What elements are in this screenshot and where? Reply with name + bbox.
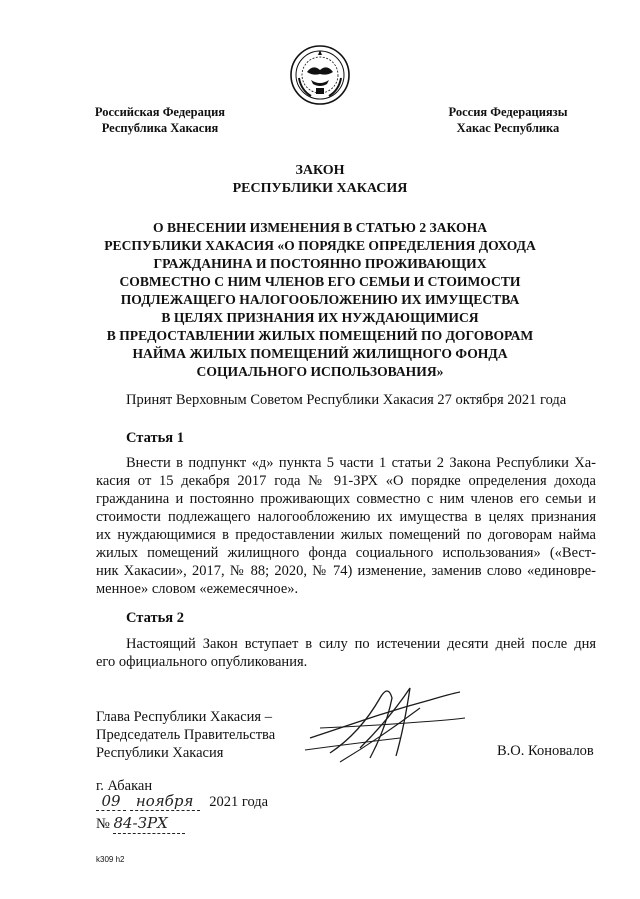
article1-line: гражданина и постоянно проживающих совместно с ним членов его семьи и xyxy=(96,491,596,507)
article2-text xyxy=(96,635,596,671)
article2-line: Настоящий Закон вступает в силу по истечении десяти дней после дня xyxy=(126,636,596,652)
long-title-line: НАЙМА ЖИЛЫХ ПОМЕЩЕНИЙ ЖИЛИЩНОГО ФОНДА xyxy=(132,346,508,361)
header-left-line1: Российская Федерация xyxy=(94,105,226,119)
city: г. Абакан xyxy=(96,778,153,794)
date-year: 2021 года xyxy=(209,794,269,810)
law-number-row xyxy=(96,813,185,834)
law-number: 84-ЗРХ xyxy=(113,813,185,834)
signatory-position xyxy=(96,708,275,762)
article1-line: жилых помещений жилищного фонда социального использования» («Вест- xyxy=(96,545,596,561)
long-title-line: ПОДЛЕЖАЩЕГО НАЛОГООБЛОЖЕНИЮ ИХ ИМУЩЕСТВА xyxy=(120,292,520,307)
header-left-line2: Республика Хакасия xyxy=(101,121,219,135)
law-republic: РЕСПУБЛИКИ ХАКАСИЯ xyxy=(232,181,408,196)
long-title-line: О ВНЕСЕНИИ ИЗМЕНЕНИЯ В СТАТЬЮ 2 ЗАКОНА xyxy=(152,220,488,235)
article1-line: их нуждающимися в предоставлении жилых помещений по договорам найма xyxy=(96,527,596,543)
header-right-line2: Хакас Республика xyxy=(456,121,560,135)
law-title: ЗАКОН xyxy=(295,163,345,178)
handwritten-signature-icon xyxy=(300,678,470,768)
header-left xyxy=(80,104,240,136)
law-long-title xyxy=(60,219,580,381)
long-title-line: В ЦЕЛЯХ ПРИЗНАНИЯ ИХ НУЖДАЮЩИМИСЯ xyxy=(161,310,479,325)
article1-line: менное» словом «ежемесячное». xyxy=(96,581,299,597)
date-day: 09 xyxy=(96,792,126,811)
article2-heading: Статья 2 xyxy=(126,610,184,626)
header-right xyxy=(428,104,588,136)
article1-text xyxy=(96,454,596,598)
signatory-name: В.О. Коновалов xyxy=(497,743,594,759)
signatory-position-line: Глава Республики Хакасия – xyxy=(96,709,272,725)
coat-of-arms-icon xyxy=(289,44,351,106)
document-reference: k309 h2 xyxy=(96,855,125,864)
signatory-position-line: Председатель Правительства xyxy=(96,727,276,743)
article1-line: стоимости подлежащего налогообложению их имущества в целях признания xyxy=(96,509,596,525)
number-sign: № xyxy=(96,816,110,832)
long-title-line: РЕСПУБЛИКИ ХАКАСИЯ «О ПОРЯДКЕ ОПРЕДЕЛЕНИЯ ДОХОДА xyxy=(104,238,536,253)
article1-line: ник Хакасии», 2017, № 88; 2020, № 74) изменение, заменив слово «единовре- xyxy=(96,563,596,579)
date-month: ноября xyxy=(130,792,200,811)
long-title-line: СОВМЕСТНО С НИМ ЧЛЕНОВ ЕГО СЕМЬИ И СТОИМОСТИ xyxy=(119,274,521,289)
article2-line: его официального опубликования. xyxy=(96,654,308,670)
article1-line: касия от 15 декабря 2017 года № 91-ЗРХ «О порядке определения дохода xyxy=(96,473,596,489)
long-title-line: ГРАЖДАНИНА И ПОСТОЯННО ПРОЖИВАЮЩИХ xyxy=(153,256,487,271)
long-title-line: В ПРЕДОСТАВЛЕНИИ ЖИЛЫХ ПОМЕЩЕНИЙ ПО ДОГОВОРАМ xyxy=(106,328,534,343)
date-row xyxy=(96,792,268,811)
article1-heading: Статья 1 xyxy=(126,430,184,446)
long-title-line: СОЦИАЛЬНОГО ИСПОЛЬЗОВАНИЯ» xyxy=(196,364,444,379)
article1-line: Внести в подпункт «д» пункта 5 части 1 статьи 2 Закона Республики Ха- xyxy=(126,455,596,471)
signatory-position-line: Республики Хакасия xyxy=(96,745,224,761)
header-right-line1: Россия Федерациязы xyxy=(448,105,568,119)
adopted-statement: Принят Верховным Советом Республики Хакасия 27 октября 2021 года xyxy=(126,392,567,408)
